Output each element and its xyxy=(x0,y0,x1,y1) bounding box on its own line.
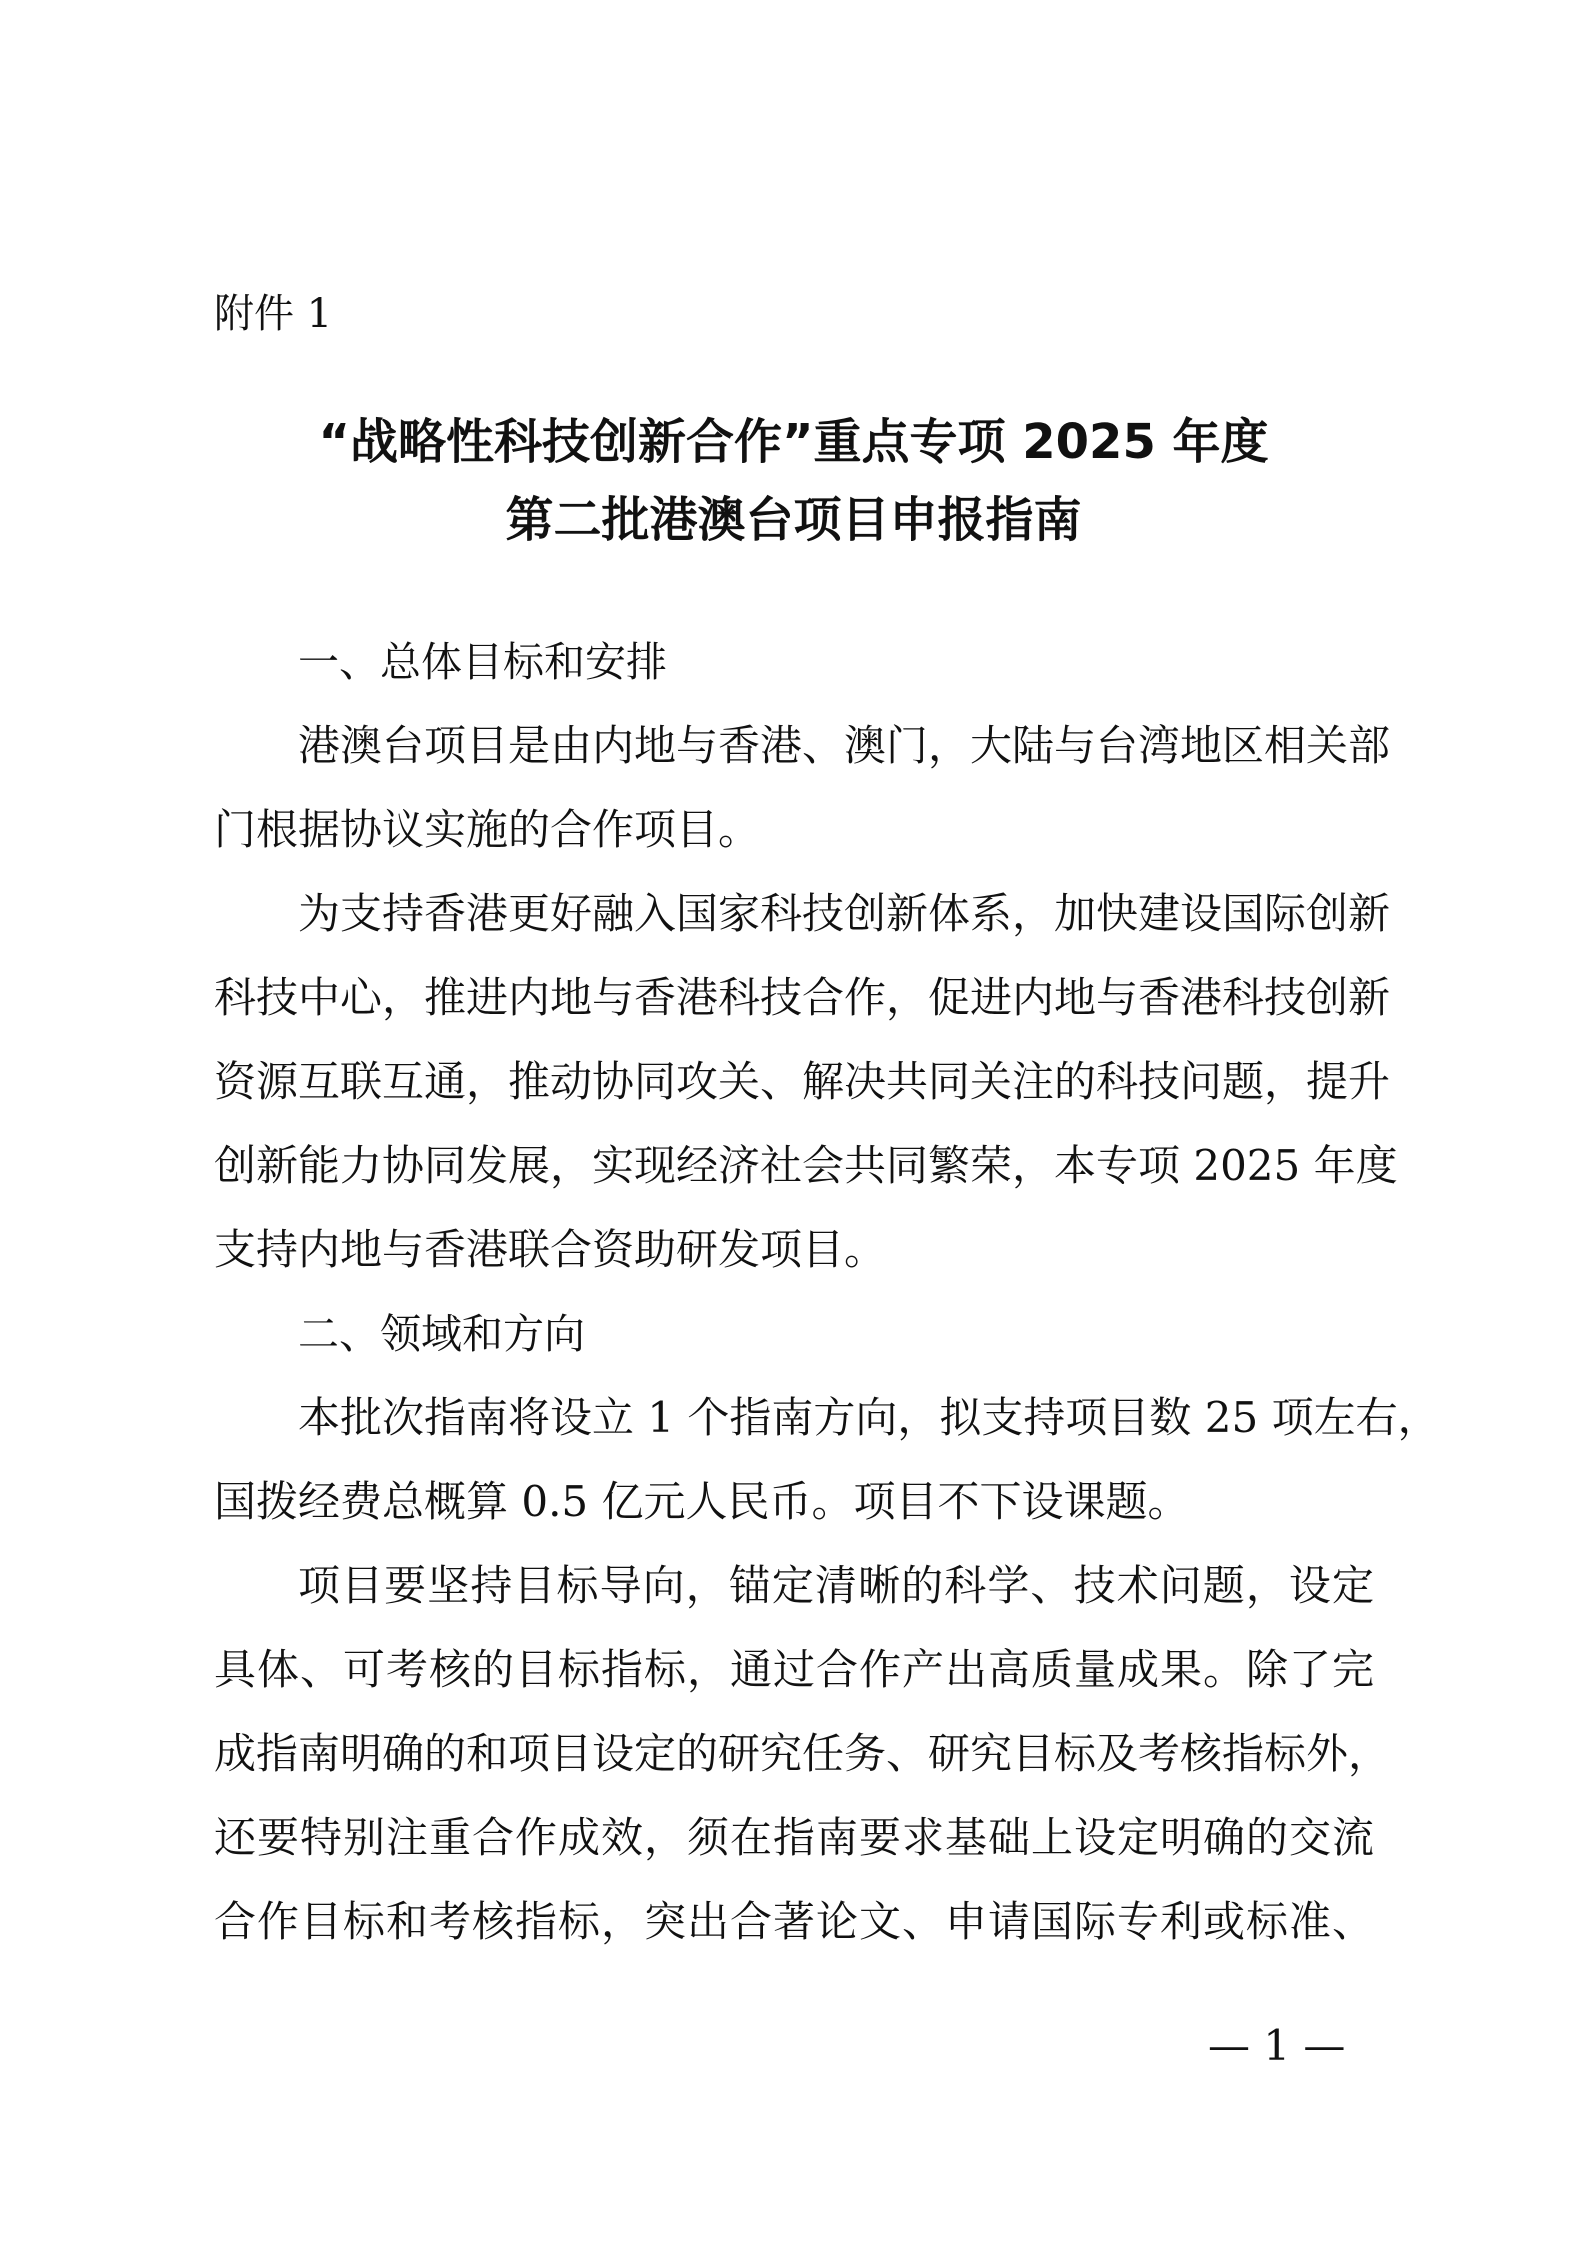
document-title-line-2: 第二批港澳台项目申报指南 xyxy=(505,492,1082,548)
paragraph-line: 国拨经费总概算 0.5 亿元人民币。项目不下设课题。 xyxy=(214,1477,1190,1526)
paragraph-line: 还要特别注重合作成效，须在指南要求基础上设定明确的交流 xyxy=(214,1813,1374,1862)
paragraph-line: 港澳台项目是由内地与香港、澳门，大陆与台湾地区相关部 xyxy=(298,721,1391,770)
attachment-label: 附件 1 xyxy=(214,291,333,337)
document-title-line-1: “战略性科技创新合作”重点专项 2025 年度 xyxy=(318,414,1269,470)
paragraph-line: 具体、可考核的目标指标，通过合作产出高质量成果。除了完 xyxy=(214,1645,1374,1694)
section-heading-1: 一、总体目标和安排 xyxy=(298,638,667,686)
paragraph-line: 支持内地与香港联合资助研发项目。 xyxy=(214,1225,887,1274)
page-number: — 1 — xyxy=(1208,2021,1346,2070)
paragraph-line: 合作目标和考核指标，突出合著论文、申请国际专利或标准、 xyxy=(214,1897,1374,1946)
paragraph-line: 本批次指南将设立 1 个指南方向，拟支持项目数 25 项左右， xyxy=(298,1393,1440,1442)
paragraph-line: 成指南明确的和项目设定的研究任务、研究目标及考核指标外， xyxy=(214,1729,1391,1778)
paragraph-line: 资源互联互通，推动协同攻关、解决共同关注的科技问题，提升 xyxy=(214,1057,1391,1106)
paragraph-line: 门根据协议实施的合作项目。 xyxy=(214,805,761,854)
paragraph-line: 创新能力协同发展，实现经济社会共同繁荣，本专项 2025 年度 xyxy=(214,1141,1398,1190)
section-heading-2: 二、领域和方向 xyxy=(298,1310,585,1358)
paragraph-line: 为支持香港更好融入国家科技创新体系，加快建设国际创新 xyxy=(298,889,1391,938)
paragraph-line: 科技中心，推进内地与香港科技合作，促进内地与香港科技创新 xyxy=(214,973,1391,1022)
paragraph-line: 项目要坚持目标导向，锚定清晰的科学、技术问题，设定 xyxy=(298,1561,1374,1610)
